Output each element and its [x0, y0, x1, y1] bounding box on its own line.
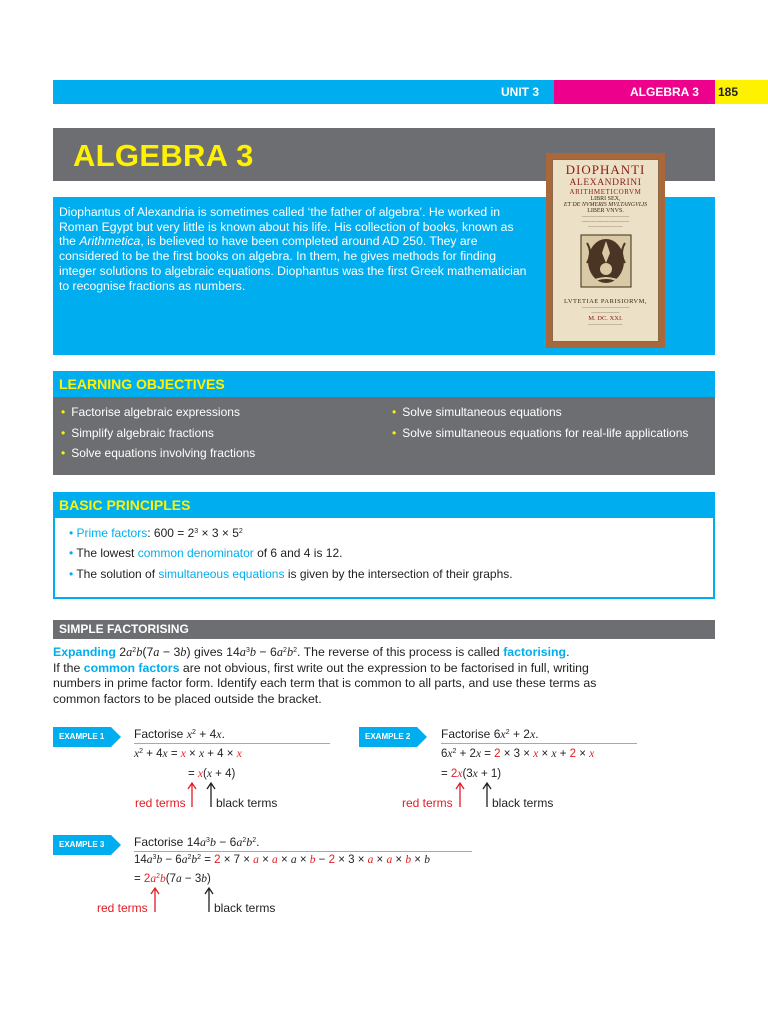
- example-3-step-2: = $2a^2b(7a - 3b)$: [134, 873, 211, 885]
- objective-text: Solve simultaneous equations: [402, 405, 562, 419]
- bullet-icon: •: [69, 546, 77, 560]
- example-3-step-1: $14a^3b - 6a^2b^2 = 2 \times 7 \times a \times a \times a \times b - 2 \times 3 \times a \times a \times b \times b$: [134, 854, 430, 866]
- keyword: common factors: [83, 660, 180, 675]
- example-1-step-2: = x(x + 4): [188, 768, 236, 780]
- objective-text: Simplify algebraic fractions: [71, 426, 214, 440]
- basic-principles-header: [53, 492, 715, 518]
- cover-line: LIBER VNVS.: [587, 208, 624, 214]
- bullet-icon: •: [69, 567, 77, 581]
- cover-line: LIBRI SEX,: [590, 196, 621, 202]
- header-bar: [53, 80, 715, 104]
- example-2-step-1: $6x^2 + 2x = 2 \times 3 \times x \times x + 2 \times x$: [441, 748, 595, 760]
- body-text: .: [566, 645, 570, 659]
- red-terms-label: red terms: [97, 901, 148, 915]
- bullet-icon: •: [69, 526, 77, 540]
- principle-line: [69, 526, 243, 540]
- principle-text: of 6 and 4 is 12.: [253, 546, 343, 560]
- keyword: common denominator: [137, 546, 254, 560]
- principle-text: is given by the intersection of their graphs.: [284, 567, 513, 581]
- unit-label: UNIT 3: [501, 85, 540, 99]
- basic-principles-title: BASIC PRINCIPLES: [59, 497, 191, 513]
- intro-book-title: Arithmetica: [79, 234, 141, 249]
- body-text: . The reverse of this process is called: [297, 645, 504, 659]
- exponent: 2: [238, 528, 243, 535]
- keyword: simultaneous equations: [158, 567, 285, 581]
- principle-text: : 600 = 2: [147, 526, 195, 540]
- list-item: [61, 446, 255, 460]
- learning-objectives-title: LEARNING OBJECTIVES: [59, 376, 225, 392]
- example-1-tag: EXAMPLE 1: [53, 727, 111, 747]
- page-number-box: [715, 80, 768, 104]
- cover-line: DIOPHANTI: [565, 162, 646, 177]
- black-terms-label: black terms: [214, 901, 276, 915]
- example-2-step-2: = 2x(3x + 1): [441, 768, 502, 780]
- printer-emblem-icon: [579, 233, 633, 289]
- simple-factorising-text: Expanding $2a^2b(7a - 3b)$ gives $14a^3b - 6a^2b^2$. The reverse of this process is called factorising. If the common factors are not obvious, first write out the expression to be factorised in full, writing numbers in prime factor form. Identify each term that is common to all parts, and use these terms as common factors to be placed outside the bracket.: [53, 645, 597, 706]
- bullet-icon: •: [392, 405, 397, 419]
- body-text: gives: [190, 645, 227, 659]
- keyword: Prime factors: [76, 526, 148, 540]
- cover-line: ARITHMETICORVM: [569, 188, 642, 196]
- black-terms-label: black terms: [216, 796, 278, 810]
- list-item: [392, 405, 562, 419]
- bullet-icon: •: [61, 405, 66, 419]
- simple-factorising-title: SIMPLE FACTORISING: [59, 622, 189, 636]
- example-2-tag: EXAMPLE 2: [359, 727, 417, 747]
- red-terms-label: red terms: [402, 796, 453, 810]
- objective-text: Factorise algebraic expressions: [71, 405, 240, 419]
- cover-page: [552, 159, 659, 342]
- bullet-icon: •: [392, 426, 397, 440]
- principle-line: [69, 567, 513, 581]
- objective-text: Solve equations involving fractions: [71, 446, 256, 460]
- question-text: Factorise: [134, 835, 184, 849]
- learning-objectives-header: [53, 371, 715, 397]
- red-arrow-icon: [186, 781, 198, 807]
- page-number: 185: [718, 85, 739, 99]
- example-2-question: Factorise $6x^2 + 2x$.: [441, 727, 539, 741]
- bullet-icon: •: [61, 446, 66, 460]
- intro-text: [59, 205, 529, 293]
- bullet-icon: •: [61, 426, 66, 440]
- principle-text: The solution of: [76, 567, 159, 581]
- divider: [441, 743, 637, 744]
- cover-line: ET DE NVMERIS MVLTANGVLIS: [563, 202, 648, 208]
- simple-factorising-header: [53, 620, 715, 639]
- example-1-step-1: $x^2 + 4x = x \times x + 4 \times x$: [134, 748, 242, 760]
- cover-line: LVTETIAE PARISIORVM,: [563, 298, 648, 305]
- principle-line: [69, 546, 342, 560]
- cover-fine-print: ~~~~~~~~~~~~~~~~: [588, 322, 623, 327]
- topic-label: ALGEBRA 3: [630, 85, 699, 99]
- intro-text-part2: , is believed to have been completed around AD 250. They are considered to be the first books on algebra. In them, he gives methods for finding integer solutions to algebraic equations. Diophantus was the first Greek mathematician to recognise fractions as numbers.: [59, 234, 527, 293]
- principle-text: The lowest: [76, 546, 138, 560]
- red-arrow-icon: [454, 781, 466, 807]
- red-arrow-icon: [149, 886, 161, 912]
- exponent: 3: [194, 528, 199, 535]
- body-text: If the: [53, 660, 84, 675]
- divider: [134, 743, 330, 744]
- keyword: Expanding: [53, 645, 116, 659]
- basic-principles-box: [53, 518, 715, 599]
- body-text: are not obvious, first write out the expression to be factorised in full, writing numbers in prime factor form. Identify each term that is common to all parts, and use these terms as common factors to be placed outside the bracket.: [53, 660, 597, 706]
- principle-text: × 3 × 5: [198, 526, 239, 540]
- divider: [134, 851, 472, 852]
- example-1-question: Factorise $x^2 + 4x$.: [134, 727, 225, 741]
- cover-line: ALEXANDRINI: [569, 178, 642, 188]
- cover-fine-print: ~~~~~~~~~~~~~~~~~~~~~~ ~~~~~~~~~~~~~~~~~~~~~~ ~~~~~~~~~~~~~~~~: [581, 214, 630, 229]
- list-item: [61, 405, 240, 419]
- example-3-question: Factorise $14a^3b - 6a^2b^2$.: [134, 835, 260, 849]
- question-text: Factorise: [441, 727, 491, 741]
- objective-text: Solve simultaneous equations for real-life applications: [402, 426, 689, 440]
- learning-objectives-list: [53, 397, 715, 475]
- list-item: [392, 426, 688, 440]
- list-item: [61, 426, 214, 440]
- keyword: factorising: [503, 645, 567, 659]
- page-title: ALGEBRA 3: [73, 138, 254, 173]
- cover-line: M. DC. XXI.: [588, 315, 623, 322]
- example-3-tag: EXAMPLE 3: [53, 835, 111, 855]
- cover-fine-print: ~~~~~~~~~~~~~~~~~~~~~~ ~~~~~~~~~~~~~: [581, 305, 630, 315]
- question-text: Factorise: [134, 727, 184, 741]
- black-terms-label: black terms: [492, 796, 554, 810]
- red-terms-label: red terms: [135, 796, 186, 810]
- intro-text-part1: Diophantus of Alexandria is sometimes called ‘the father of algebra’. He worked in Roman Egypt but very little is known about his life. His collection of books, known as the: [59, 205, 514, 249]
- arithmetica-cover-image: [546, 153, 665, 348]
